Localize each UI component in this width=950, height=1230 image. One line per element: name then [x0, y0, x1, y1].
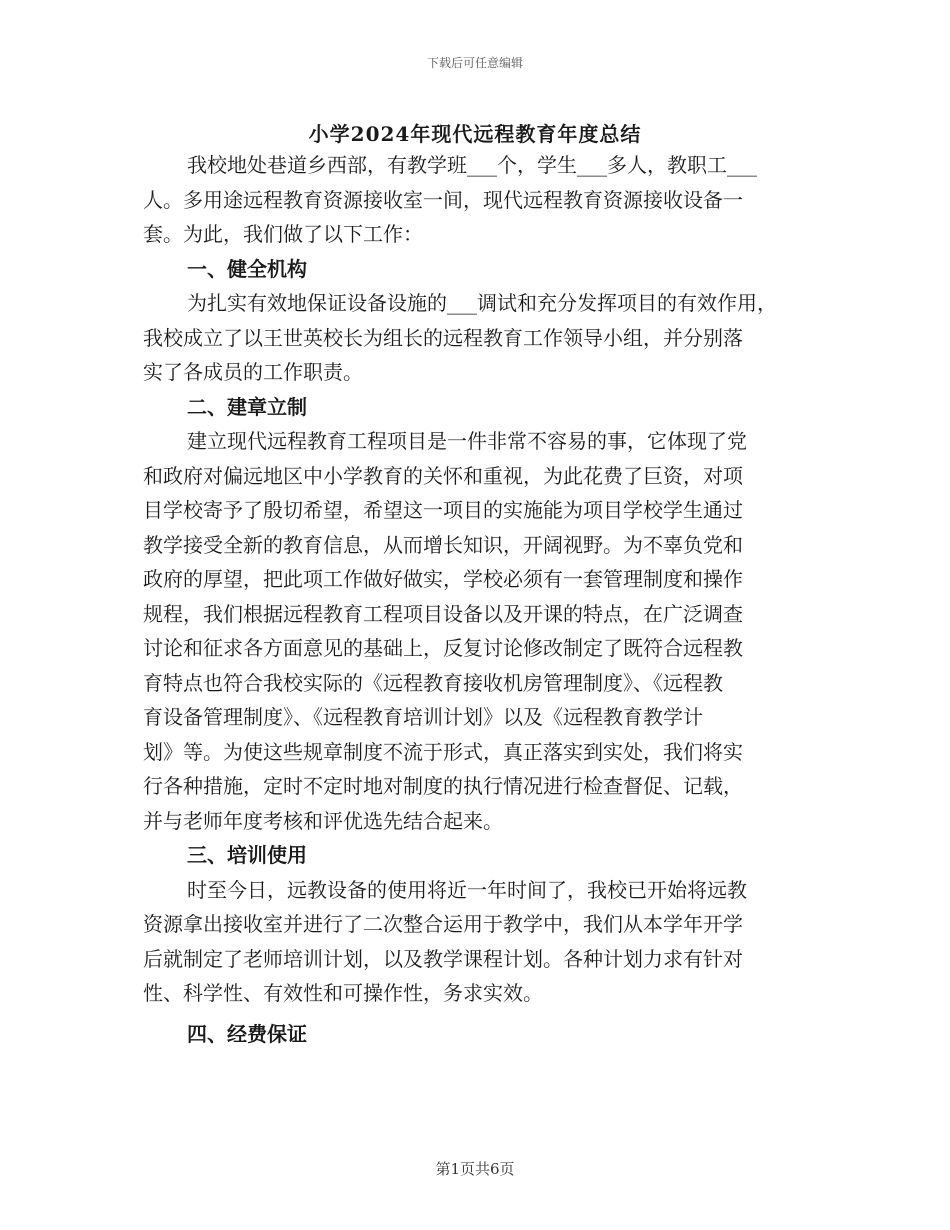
paragraph-line: 为扎实有效地保证设备设施的___调试和充分发挥项目的有效作用，	[187, 291, 777, 315]
paragraph-line: 讨论和征求各方面意见的基础上，反复讨论修改制定了既符合远程教	[143, 636, 743, 660]
paragraph-line: 资源拿出接收室并进行了二次整合运用于教学中，我们从本学年开学	[143, 912, 743, 936]
paragraph-line: 划》等。为使这些规章制度不流于形式，真正落实到实处，我们将实	[143, 739, 743, 764]
document-body	[143, 148, 815, 1051]
section-heading: 四、经费保证	[187, 1021, 307, 1046]
section-heading: 二、建章立制	[187, 394, 307, 419]
page-number-footer: 第1页共6页	[435, 1160, 515, 1178]
paragraph-line: 政府的厚望，把此项工作做好做实，学校必须有一套管理制度和操作	[143, 567, 743, 591]
paragraph-line: 人。多用途远程教育资源接收室一间，现代远程教育资源接收设备一	[143, 187, 743, 212]
section-heading: 一、健全机构	[187, 256, 307, 281]
section-heading: 三、培训使用	[187, 843, 307, 867]
paragraph-line: 育设备管理制度》、《远程教育培训计划》以及《远程教育教学计	[143, 705, 703, 729]
paragraph-line: 建立现代远程教育工程项目是一件非常不容易的事，它体现了党	[187, 429, 747, 453]
paragraph-line: 我校成立了以王世英校长为组长的远程教育工作领导小组，并分别落	[143, 325, 743, 350]
page-header-note: 下载后可任意编辑	[426, 56, 523, 70]
paragraph-line: 目学校寄予了殷切希望，希望这一项目的实施能为项目学校学生通过	[143, 498, 743, 522]
paragraph-line: 和政府对偏远地区中小学教育的关怀和重视，为此花费了巨资，对项	[143, 463, 743, 488]
paragraph-line: 时至今日，远教设备的使用将近一年时间了，我校已开始将远教	[187, 877, 747, 902]
paragraph-line: 育特点也符合我校实际的《远程教育接收机房管理制度》、《远程教	[143, 670, 723, 695]
paragraph-line: 后就制定了老师培训计划，以及教学课程计划。各种计划力求有针对	[143, 946, 743, 971]
paragraph-line: 规程，我们根据远程教育工程项目设备以及开课的特点，在广泛调查	[143, 601, 743, 626]
paragraph-line: 性、科学性、有效性和可操作性，务求实效。	[143, 981, 543, 1005]
paragraph-line: 行各种措施，定时不定时地对制度的执行情况进行检查督促、记载，	[143, 774, 743, 798]
document-title: 小学2024年现代远程教育年度总结	[308, 122, 642, 146]
paragraph-line: 实了各成员的工作职责。	[143, 360, 363, 384]
paragraph-line: 并与老师年度考核和评优选先结合起来。	[143, 808, 503, 833]
paragraph-line: 教学接受全新的教育信息，从而增长知识，开阔视野。为不辜负党和	[143, 532, 743, 557]
paragraph-line: 我校地处巷道乡西部，有教学班___个，学生___多人，教职工___	[187, 153, 757, 177]
paragraph-line: 套。为此，我们做了以下工作：	[143, 222, 423, 246]
